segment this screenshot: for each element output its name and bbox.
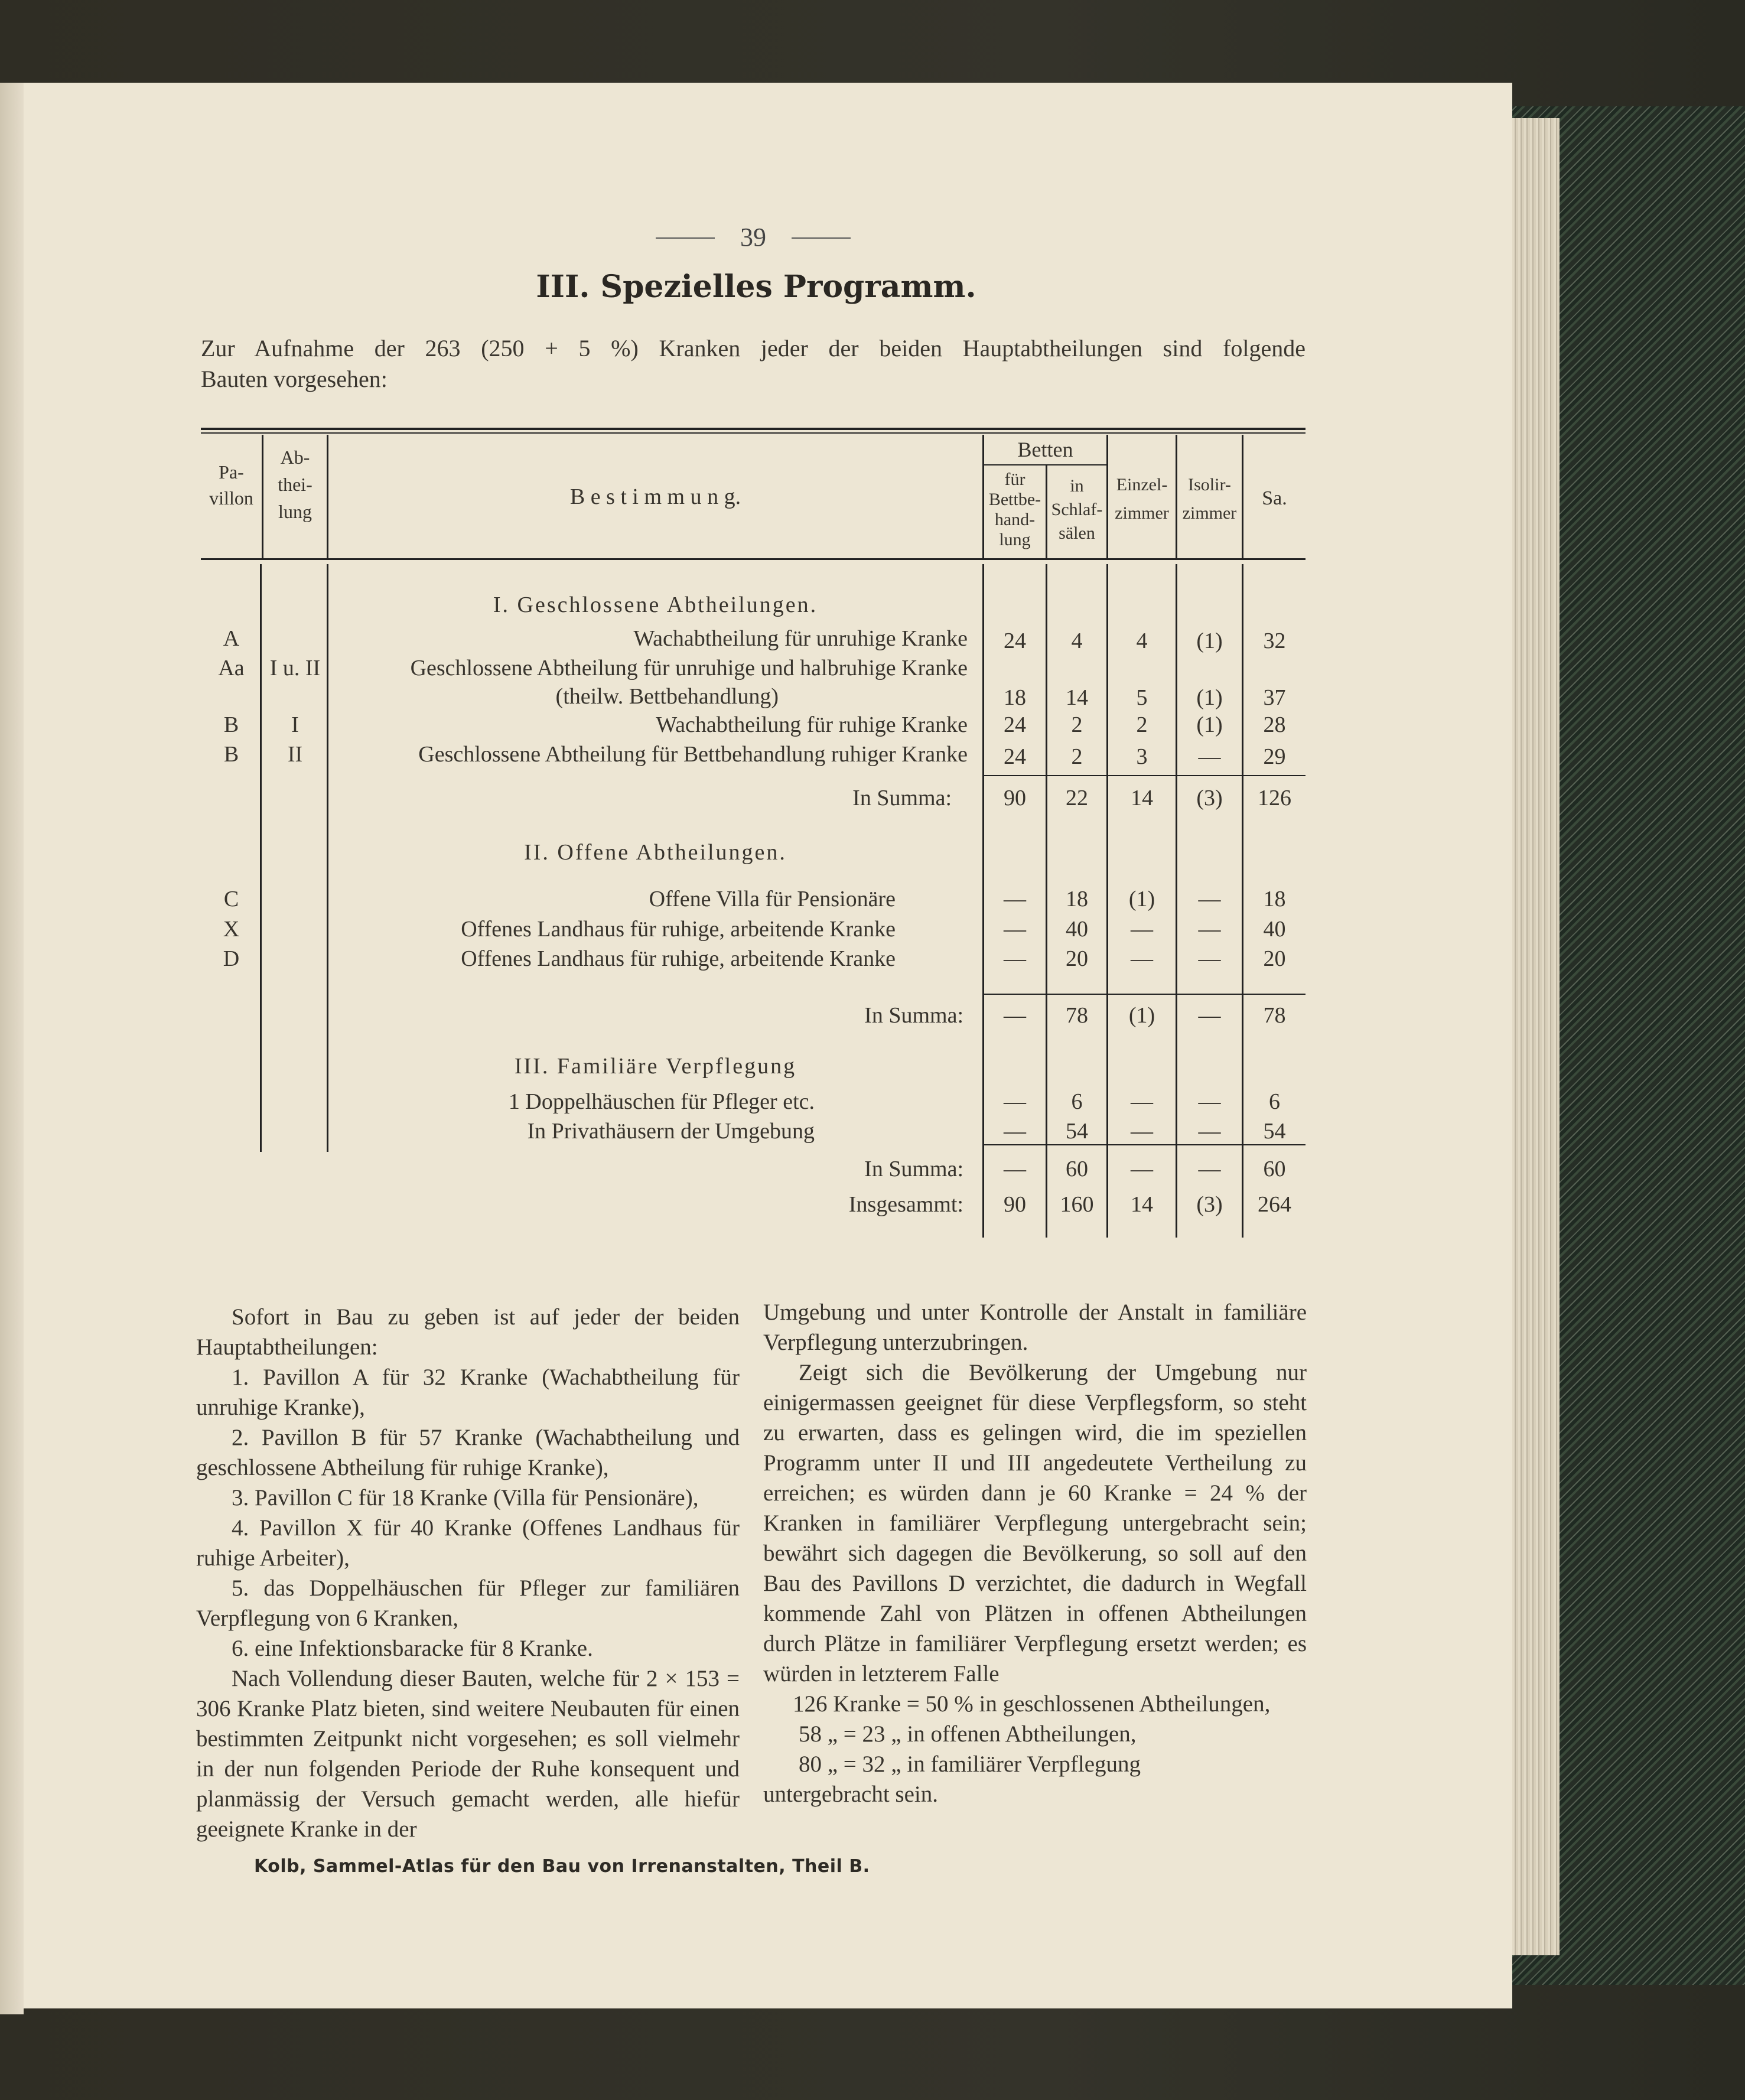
row1-2-sa: 28 [1263,712,1286,737]
right-line-126: 126 Kranke = 50 % in geschlossenen Abtheilungen, [793,1691,1271,1717]
row2-2-einzel: — [1131,946,1153,971]
page-number [656,222,851,252]
total-isolir: (3) [1196,1192,1223,1217]
sum1-schlaf: 22 [1066,786,1088,810]
sum2-isolir: — [1198,1003,1221,1028]
row3-1-bestimmung: In Privathäusern der Umgebung [527,1119,815,1144]
row1-1-pavillon: Aa [218,656,245,681]
row1-3-sa: 29 [1263,744,1286,769]
header-abtheilung: Ab- thei- lung [278,447,312,522]
left-item-3: 3. Pavillon C für 18 Kranke (Villa für Pensionäre), [232,1485,699,1510]
row3-1-schlaf: 54 [1066,1119,1088,1144]
row1-2-einzel: 2 [1136,712,1148,737]
right-para-1: Umgebung und unter Kontrolle der Anstalt in familiäre Verpflegung unterzubringen. [763,1300,1307,1355]
sum1-isolir: (3) [1196,786,1223,810]
row3-0-einzel: — [1131,1089,1153,1114]
row2-2-schlaf: 20 [1066,946,1088,971]
header-einzel: Einzel- zimmer [1115,475,1169,523]
row1-1-sa: 37 [1263,685,1286,710]
row1-2-pavillon: B [223,712,239,737]
row2-0-pavillon: C [223,887,239,911]
row1-1-einzel: 5 [1136,685,1148,710]
header-isolir: Isolir- zimmer [1182,475,1237,523]
row2-0-einzel: (1) [1128,887,1155,911]
sum3-label: In Summa: [864,1157,963,1181]
sum2-label: In Summa: [864,1003,963,1028]
row3-0-sa: 6 [1269,1089,1280,1114]
row3-0-bett: — [1004,1089,1026,1114]
sum2-bett: — [1004,1003,1026,1028]
row2-2-bett: — [1004,946,1026,971]
row2-2-isolir: — [1198,946,1221,971]
total-label: Insgesammt: [848,1192,963,1217]
row2-1-sa: 40 [1263,917,1286,942]
row1-1-bestimmung-2: (theilw. Bettbehandlung) [555,684,779,709]
right-column [763,1297,1307,1809]
row2-0-bestimmung: Offene Villa für Pensionäre [649,887,896,911]
row2-0-bett: — [1004,887,1026,911]
left-item-4: 4. Pavillon X für 40 Kranke (Offenes Landhaus für ruhige Arbeiter), [196,1515,740,1571]
right-line-80: 80 „ = 32 „ in familiärer Verpflegung [799,1751,1141,1777]
row1-2-schlaf: 2 [1071,712,1083,737]
left-item-2: 2. Pavillon B für 57 Kranke (Wachabtheilung und geschlossene Abtheilung für ruhige Kranke), [196,1425,740,1480]
row3-1-sa: 54 [1263,1119,1286,1144]
sum1-einzel: 14 [1131,786,1153,810]
row2-0-sa: 18 [1263,887,1286,911]
table-header-rule [201,558,1306,560]
page-number-rule-right [792,237,851,239]
left-para-2: Nach Vollendung dieser Bauten, welche für 2 × 153 = 306 Kranke Platz bieten, sind weitere Neubauten für einen bestimmten Zeitpunkt nicht vorgesehen; es soll vielmehr in der nun folgenden Periode der Ruhe konsequent und planmässig der Versuch gemacht werden, alle hiefür geeignete Kranke in der [196,1666,740,1842]
sum1-rule [982,775,1306,776]
sum2-einzel: (1) [1128,1003,1155,1028]
row2-1-schlaf: 40 [1066,917,1088,942]
row1-0-bett: 24 [1004,629,1026,653]
row1-2-bett: 24 [1004,712,1026,737]
intro-line-2: Bauten vorgesehen: [201,366,388,392]
total-bett: 90 [1004,1192,1026,1217]
left-para-1: Sofort in Bau zu geben ist auf jeder der beiden Hauptabtheilungen: [196,1304,740,1360]
left-column [196,1302,740,1844]
sum3-sa: 60 [1263,1157,1286,1181]
total-schlaf: 160 [1060,1192,1094,1217]
header-fuer-bett: für Bettbe- hand- lung [988,470,1041,549]
page-edges [1506,118,1560,1955]
sum3-bett: — [1004,1157,1026,1181]
sum3-isolir: — [1198,1157,1221,1181]
row1-2-abtheilung: I [291,712,299,737]
right-last-line: untergebracht sein. [763,1782,939,1807]
sum2-rule [982,994,1306,995]
row1-3-isolir: — [1198,744,1221,769]
row2-2-pavillon: D [223,946,240,971]
row3-1-einzel: — [1131,1119,1153,1144]
row1-0-einzel: 4 [1136,629,1148,653]
row1-1-bett: 18 [1004,685,1026,710]
left-page-edge [0,83,24,2014]
header-in-schlaf: in Schlaf- sälen [1051,476,1103,543]
betten-rule [982,464,1106,465]
row1-0-bestimmung: Wachabtheilung für unruhige Kranke [633,626,968,651]
table-top-rule-2 [201,432,1306,434]
page-number-rule-left [656,237,715,239]
right-line-58: 58 „ = 23 „ in offenen Abtheilungen, [799,1721,1137,1747]
sum3-schlaf: 60 [1066,1157,1088,1181]
row3-1-isolir: — [1198,1119,1221,1144]
row1-1-schlaf: 14 [1066,685,1088,710]
row2-0-isolir: — [1198,887,1221,911]
row2-1-pavillon: X [223,917,240,942]
row2-0-schlaf: 18 [1066,887,1088,911]
row3-1-bett: — [1004,1119,1026,1144]
sum1-label: In Summa: [852,786,952,810]
left-item-5: 5. das Doppelhäuschen für Pfleger zur familiären Verpflegung von 6 Kranken, [196,1575,740,1631]
row1-0-pavillon: A [223,626,240,651]
vr-b1 [260,564,262,1152]
row1-0-schlaf: 4 [1071,629,1083,653]
row1-3-einzel: 3 [1136,744,1148,769]
section-3-heading: III. Familiäre Verpflegung [514,1054,797,1079]
section-1-heading: I. Geschlossene Abtheilungen. [493,592,818,617]
header-bestimmung: B e s t i m m u n g. [569,484,741,509]
sum1-sa: 126 [1258,786,1291,810]
header-sa: Sa. [1262,487,1287,509]
row2-1-bett: — [1004,917,1026,942]
total-sa: 264 [1258,1192,1291,1217]
row2-2-sa: 20 [1263,946,1286,971]
total-einzel: 14 [1131,1192,1153,1217]
row1-0-isolir: (1) [1196,629,1223,653]
sum3-einzel: — [1131,1157,1153,1181]
row1-0-sa: 32 [1263,629,1286,653]
row1-1-isolir: (1) [1196,685,1223,710]
row3-0-isolir: — [1198,1089,1221,1114]
section-2-heading: II. Offene Abtheilungen. [524,840,787,865]
row1-3-schlaf: 2 [1071,744,1083,769]
row1-2-isolir: (1) [1196,712,1223,737]
row3-0-schlaf: 6 [1071,1089,1083,1114]
page-number-text: 39 [740,223,766,252]
right-para-2: Zeigt sich die Bevölkerung der Umgebung nur einigermassen geeignet für diese Verpflegsform, so steht zu erwarten, dass es gelingen wird, die im speziellen Programm unter II und III angedeutete Vertheilung zu erreichen; es würden dann je 60 Kranke = 24 % der Kranken in familiärer Verpflegung untergebracht sein; bewährt sich dagegen die Bevölkerung, so soll auf den Bau des Pavillons D verzichtet, die dadurch in Wegfall kommende Zahl von Plätzen in offenen Abtheilungen durch Plätze in familiärer Verpflegung ersetzt werden; es würden in letzterem Falle [763,1360,1307,1686]
sum3-rule [982,1144,1306,1145]
table-top-rule [201,428,1306,430]
sum1-bett: 90 [1004,786,1026,810]
sum2-sa: 78 [1263,1003,1286,1028]
left-item-1: 1. Pavillon A für 32 Kranke (Wachabtheilung für unruhige Kranke), [196,1365,740,1420]
row3-0-bestimmung: 1 Doppelhäuschen für Pfleger etc. [508,1089,815,1114]
header-pavillon: Pa- villon [209,461,253,509]
row1-1-abtheilung: I u. II [269,656,321,681]
row1-3-pavillon: B [223,742,239,767]
row1-1-bestimmung: Geschlossene Abtheilung für unruhige und halbruhige Kranke [410,656,968,681]
footer-citation: Kolb, Sammel-Atlas für den Bau von Irrenanstalten, Theil B. [254,1856,870,1877]
row1-3-abtheilung: II [287,742,303,767]
row2-2-bestimmung: Offenes Landhaus für ruhige, arbeitende Kranke [461,946,896,971]
row1-2-bestimmung: Wachabtheilung für ruhige Kranke [656,712,968,737]
intro-line-1: Zur Aufnahme der 263 (250 + 5 %) Kranken jeder der beiden Hauptabtheilungen sind folgende [201,335,1306,362]
row1-3-bett: 24 [1004,744,1026,769]
row2-1-bestimmung: Offenes Landhaus für ruhige, arbeitende Kranke [461,917,896,942]
left-item-6: 6. eine Infektionsbaracke für 8 Kranke. [232,1636,593,1661]
header-betten: Betten [1017,438,1073,461]
row1-3-bestimmung: Geschlossene Abtheilung für Bettbehandlung ruhiger Kranke [418,742,968,767]
sum2-schlaf: 78 [1066,1003,1088,1028]
row2-1-einzel: — [1131,917,1153,942]
row2-1-isolir: — [1198,917,1221,942]
page-title: III. Spezielles Programm. [536,269,976,305]
